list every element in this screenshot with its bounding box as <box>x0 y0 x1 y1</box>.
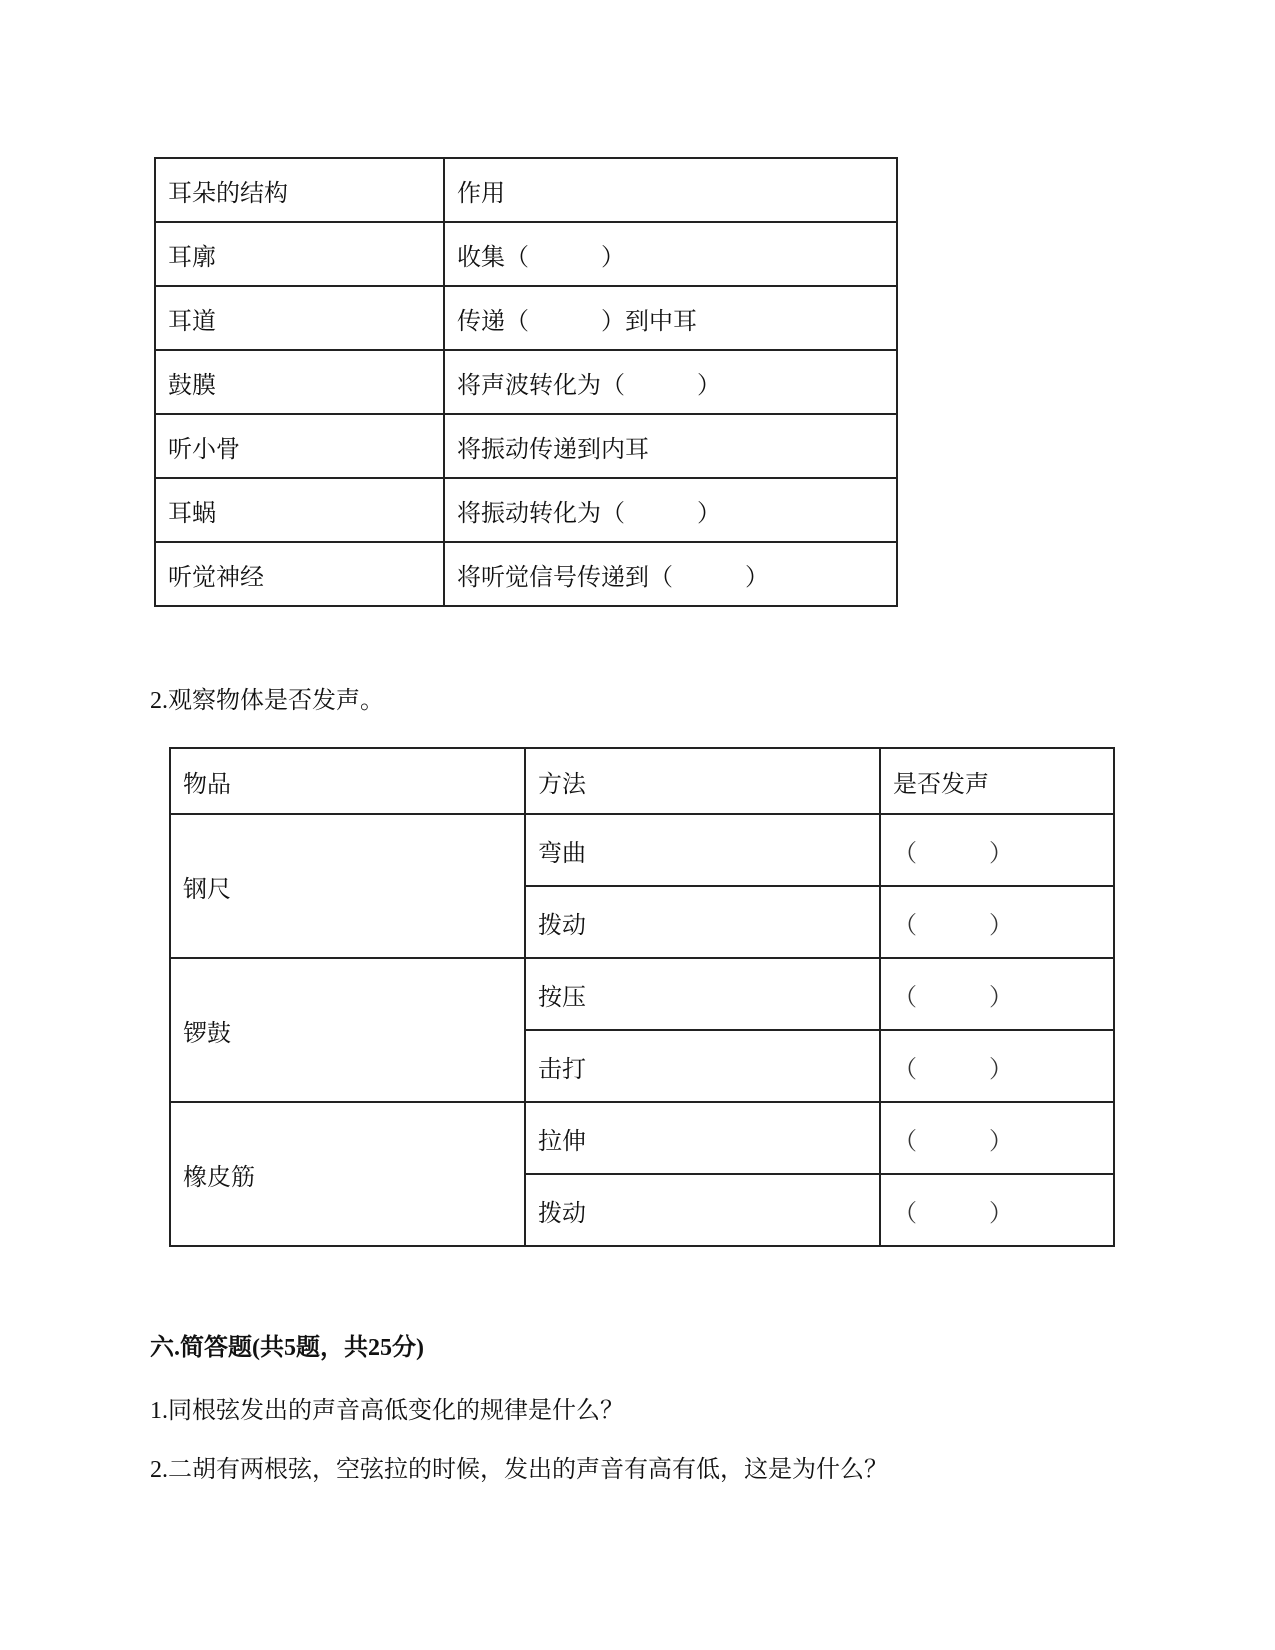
method-cell: 拨动 <box>525 886 880 958</box>
table-row <box>170 814 1114 886</box>
object-cell: 钢尺 <box>170 814 525 958</box>
ear-part-cell: 耳道 <box>155 286 444 350</box>
ear-part-cell: 耳蜗 <box>155 478 444 542</box>
answer-blank: （ ） <box>880 1102 1114 1174</box>
answer-blank: （ ） <box>880 1174 1114 1246</box>
section-heading: 六.简答题(共5题，共25分) <box>150 1335 424 1361</box>
method-cell: 击打 <box>525 1030 880 1102</box>
ear-part-cell: 听觉神经 <box>155 542 444 606</box>
ear-part-cell: 耳廓 <box>155 222 444 286</box>
table-header-row <box>155 158 897 222</box>
table-row <box>170 1102 1114 1174</box>
ear-function-cell: 将听觉信号传递到（ ） <box>444 542 897 606</box>
ear-function-cell: 传递（ ）到中耳 <box>444 286 897 350</box>
table-row <box>155 414 897 478</box>
answer-blank: （ ） <box>880 958 1114 1030</box>
table-row <box>155 542 897 606</box>
method-cell: 弯曲 <box>525 814 880 886</box>
object-cell: 橡皮筋 <box>170 1102 525 1246</box>
header-cell-function: 作用 <box>444 158 897 222</box>
sound-observation-table <box>169 747 1115 1247</box>
header-cell-object: 物品 <box>170 748 525 814</box>
object-cell: 锣鼓 <box>170 958 525 1102</box>
ear-structure-table <box>154 157 898 607</box>
table-header-row <box>170 748 1114 814</box>
question-2-title: 2.观察物体是否发声。 <box>150 688 384 714</box>
method-cell: 按压 <box>525 958 880 1030</box>
table-row <box>155 286 897 350</box>
question-text: 1.同根弦发出的声音高低变化的规律是什么？ <box>150 1398 624 1424</box>
ear-part-cell: 鼓膜 <box>155 350 444 414</box>
question-text: 2.二胡有两根弦，空弦拉的时候，发出的声音有高有低，这是为什么？ <box>150 1457 888 1483</box>
header-cell-sound: 是否发声 <box>880 748 1114 814</box>
ear-function-cell: 将振动转化为（ ） <box>444 478 897 542</box>
table-row <box>155 222 897 286</box>
table-row <box>155 350 897 414</box>
header-cell-structure: 耳朵的结构 <box>155 158 444 222</box>
ear-function-cell: 将声波转化为（ ） <box>444 350 897 414</box>
ear-function-cell: 将振动传递到内耳 <box>444 414 897 478</box>
ear-function-cell: 收集（ ） <box>444 222 897 286</box>
table-row <box>170 958 1114 1030</box>
answer-blank: （ ） <box>880 1030 1114 1102</box>
answer-blank: （ ） <box>880 886 1114 958</box>
ear-part-cell: 听小骨 <box>155 414 444 478</box>
table-row <box>155 478 897 542</box>
method-cell: 拉伸 <box>525 1102 880 1174</box>
answer-blank: （ ） <box>880 814 1114 886</box>
header-cell-method: 方法 <box>525 748 880 814</box>
method-cell: 拨动 <box>525 1174 880 1246</box>
